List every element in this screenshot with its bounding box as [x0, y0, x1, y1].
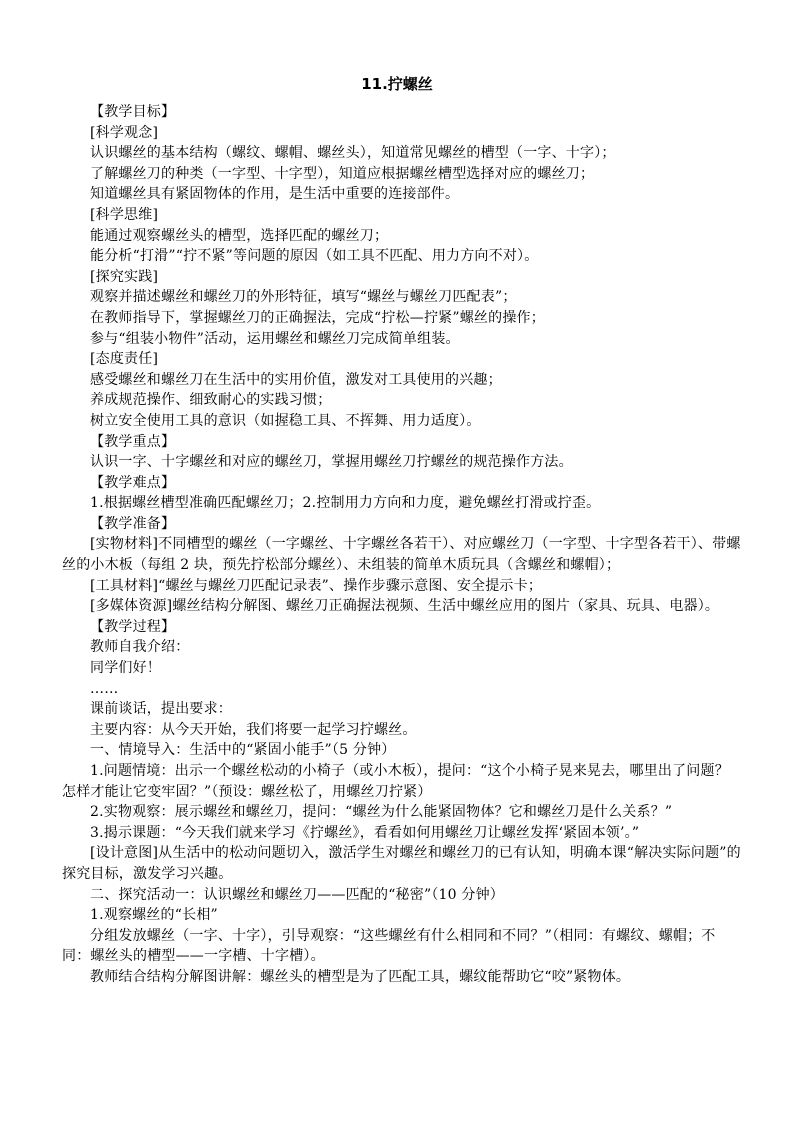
document-body [62, 102, 742, 988]
paragraph: 1.问题情境：出示一个螺丝松动的小椅子（或小木板），提问：“这个小椅子晃来晃去，哪里出了问题？怎样才能让它变牢固？”（预设：螺丝松了，用螺丝刀拧紧） [62, 763, 729, 800]
paragraph: 树立安全使用工具的意识（如握稳工具、不挥舞、用力适度）。 [90, 412, 481, 429]
paragraph: [设计意图]从生活中的松动问题切入，激活学生对螺丝和螺丝刀的已有认知，明确本课“解决实际问题”的探究目标，激发学习兴趣。 [62, 845, 741, 882]
paragraph: 分组发放螺丝（一字、十字），引导观察：“这些螺丝有什么相同和不同？”（相同：有螺纹、螺帽；不同：螺丝头的槽型——一字槽、十字槽）。 [62, 927, 716, 965]
paragraph: 知道螺丝具有紧固物体的作用，是生活中重要的连接部件。 [90, 186, 460, 203]
paragraph: 主要内容：从今天开始，我们将要一起学习拧螺丝。 [90, 721, 417, 738]
paragraph: 二、探究活动一：认识螺丝和螺丝刀——匹配的“秘密”（10 分钟） [90, 886, 504, 903]
paragraph: [态度责任] [90, 351, 159, 368]
paragraph: 了解螺丝刀的种类（一字型、十字型），知道应根据螺丝槽型选择对应的螺丝刀； [90, 165, 595, 182]
paragraph: 同学们好！ [90, 660, 161, 677]
paragraph: [工具材料]“螺丝与螺丝刀匹配记录表”、操作步骤示意图、安全提示卡； [90, 577, 543, 594]
paragraph: 在教师指导下，掌握螺丝刀的正确握法，完成“拧松—拧紧”螺丝的操作； [90, 309, 545, 326]
paragraph: 能分析“打滑”“拧不紧”等问题的原因（如工具不匹配、用力方向不对）。 [90, 248, 539, 265]
paragraph: 【教学目标】 [90, 104, 176, 120]
paragraph: [实物材料]不同槽型的螺丝（一字螺丝、十字螺丝各若干）、对应螺丝刀（一字型、十字型各若干）、带螺丝的小木板（每组 2 块，预先拧松部分螺丝）、未组装的简单木质玩具（含螺丝和螺帽）； [62, 536, 741, 574]
paragraph: 教师自我介绍： [90, 639, 190, 656]
paragraph: 课前谈话，提出要求： [90, 701, 232, 718]
paragraph: 参与“组装小物件”活动，运用螺丝和螺丝刀完成简单组装。 [90, 330, 460, 347]
paragraph: 观察并描述螺丝和螺丝刀的外形特征，填写“螺丝与螺丝刀匹配表”； [90, 289, 517, 306]
paragraph: 养成规范操作、细致耐心的实践习惯； [90, 392, 332, 409]
paragraph: 感受螺丝和螺丝刀在生活中的实用价值，激发对工具使用的兴趣； [90, 371, 502, 388]
paragraph: 1.观察螺丝的“长相” [90, 907, 218, 924]
paragraph: 【教学过程】 [90, 618, 176, 635]
paragraph: [科学观念] [90, 124, 159, 141]
paragraph: 认识螺丝的基本结构（螺纹、螺帽、螺丝头），知道常见螺丝的槽型（一字、十字）； [90, 145, 616, 162]
paragraph: 认识一字、十字螺丝和对应的螺丝刀，掌握用螺丝刀拧螺丝的规范操作方法。 [90, 454, 573, 471]
paragraph: 1.根据螺丝槽型准确匹配螺丝刀；2.控制用力方向和力度，避免螺丝打滑或拧歪。 [90, 495, 601, 512]
paragraph: 2.实物观察：展示螺丝和螺丝刀，提问：“螺丝为什么能紧固物体？它和螺丝刀是什么关系？” [90, 804, 673, 821]
paragraph: 【教学重点】 [90, 433, 176, 450]
paragraph: …… [90, 680, 119, 697]
paragraph: 一、情境导入：生活中的“紧固小能手”（5 分钟） [90, 742, 396, 759]
paragraph: 3.揭示课题：“今天我们就来学习《拧螺丝》，看看如何用螺丝刀让螺丝发挥‘紧固本领’。” [90, 824, 640, 841]
paragraph: [多媒体资源]螺丝结构分解图、螺丝刀正确握法视频、生活中螺丝应用的图片（家具、玩具、电器）。 [90, 598, 720, 615]
paragraph: 能通过观察螺丝头的槽型，选择匹配的螺丝刀； [90, 227, 389, 244]
paragraph: 【教学准备】 [90, 515, 176, 532]
paragraph: [科学思维] [90, 206, 159, 223]
paragraph: 教师结合结构分解图讲解：螺丝头的槽型是为了匹配工具，螺纹能帮助它“咬”紧物体。 [90, 968, 631, 985]
paragraph: [探究实践] [90, 268, 159, 285]
page-title: 11.拧螺丝 [361, 75, 433, 93]
paragraph: 【教学难点】 [90, 474, 176, 491]
